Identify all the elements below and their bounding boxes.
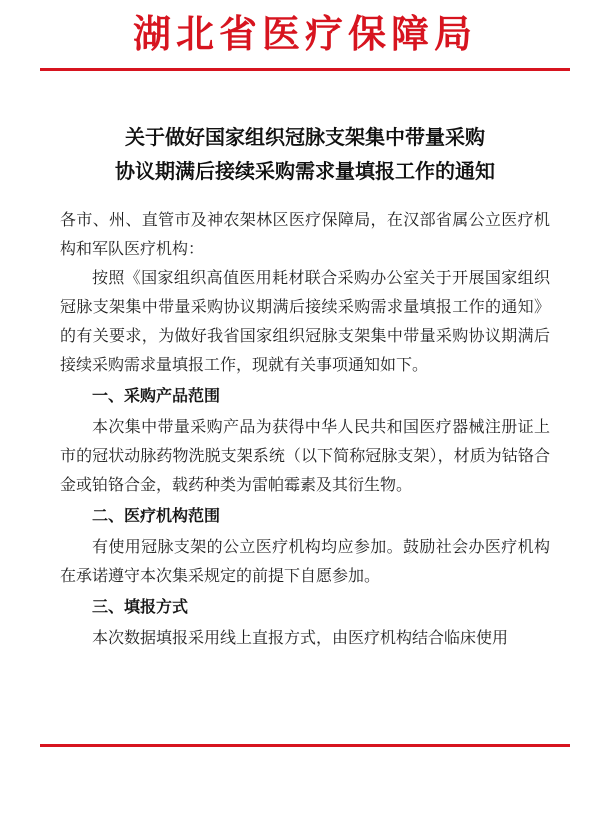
salutation: 各市、州、直管市及神农架林区医疗保障局，在汉部省属公立医疗机构和军队医疗机构：	[60, 210, 550, 258]
section-heading-3: 三、填报方式	[92, 597, 189, 616]
intro-paragraph: 按照《国家组织高值医用耗材联合采购办公室关于开展国家组织冠脉支架集中带量采购协议期满后接续采购需求量填报工作的通知》的有关要求，为做好我省国家组织冠脉支架集中带量采购协议期满后接续采购需求量填报工作，现就有关事项通知如下。	[60, 268, 550, 374]
section-heading-1: 一、采购产品范围	[92, 386, 221, 405]
agency-letterhead: 湖北省医疗保障局	[132, 11, 477, 56]
notice-title-line-2: 协议期满后接续采购需求量填报工作的通知	[115, 159, 495, 183]
section-heading-2: 二、医疗机构范围	[92, 506, 221, 525]
letterhead-red-rule	[40, 68, 570, 71]
notice-body	[60, 205, 550, 652]
section-paragraph-3: 本次数据填报采用线上直报方式，由医疗机构结合临床使用	[92, 628, 509, 647]
footer-red-rule	[40, 744, 570, 747]
section-paragraph-2: 有使用冠脉支架的公立医疗机构均应参加。鼓励社会办医疗机构在承诺遵守本次集采规定的前提下自愿参加。	[60, 537, 550, 585]
notice-title	[0, 120, 610, 188]
section-paragraph-1: 本次集中带量采购产品为获得中华人民共和国医疗器械注册证上市的冠状动脉药物洗脱支架系统（以下简称冠脉支架），材质为钴铬合金或铂铬合金，载药种类为雷帕霉素及其衍生物。	[60, 417, 550, 494]
notice-title-line-1: 关于做好国家组织冠脉支架集中带量采购	[125, 125, 485, 149]
